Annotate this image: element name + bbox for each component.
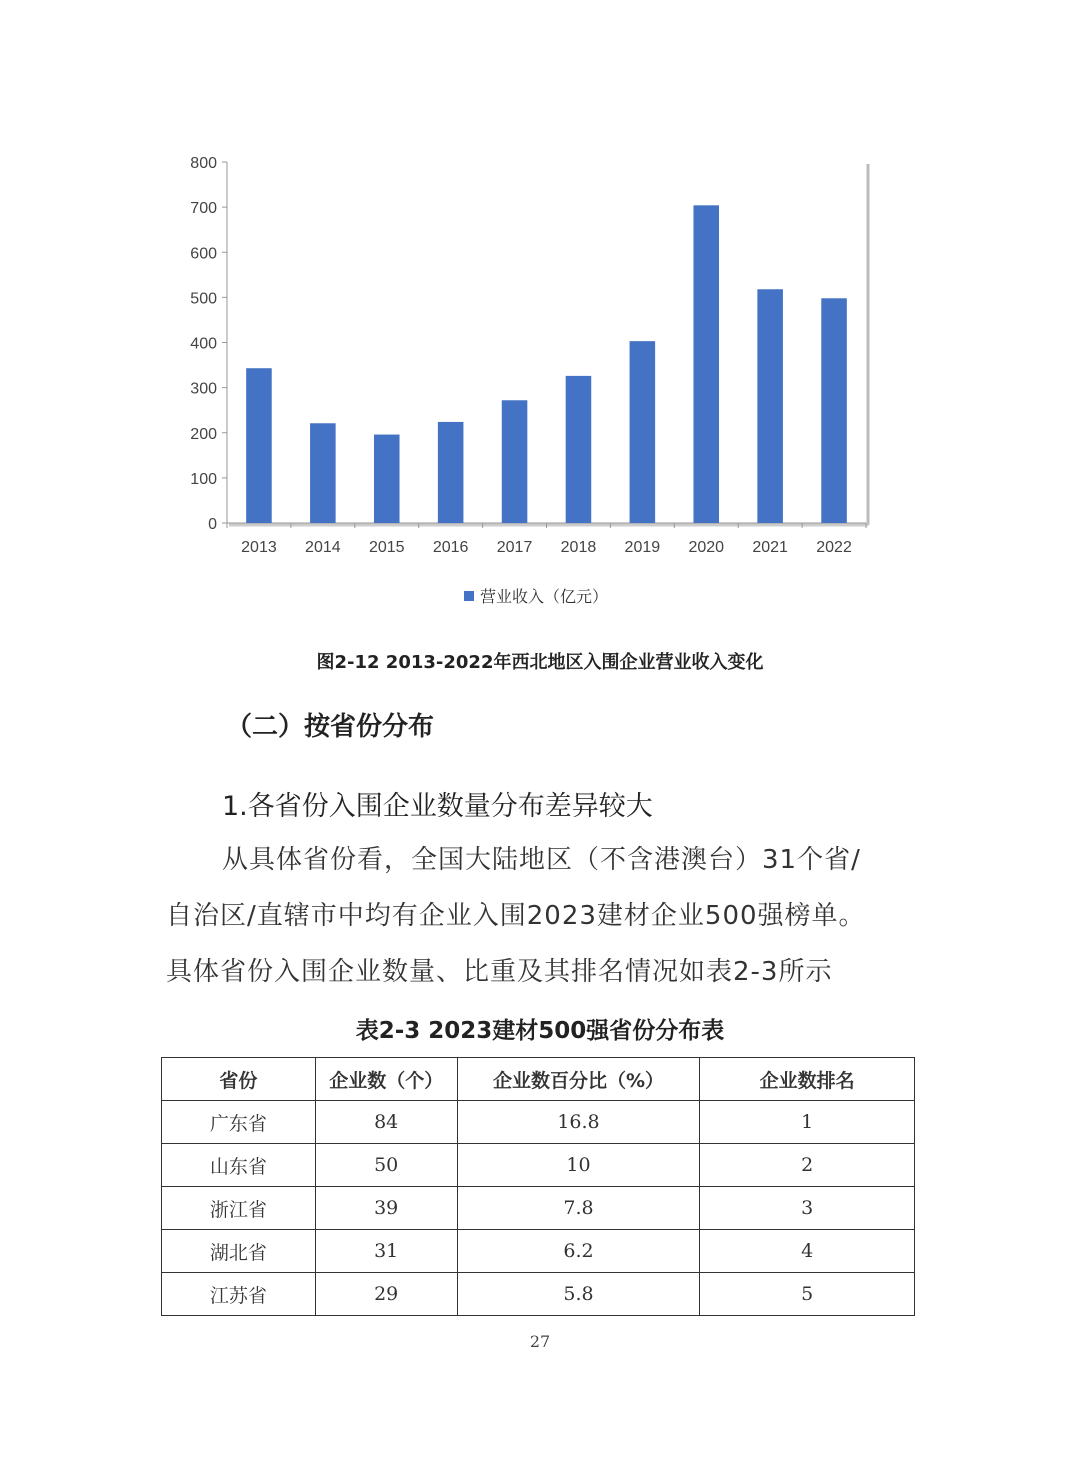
cell-province: 湖北省 xyxy=(162,1230,316,1273)
cell-rank: 1 xyxy=(700,1101,915,1144)
paragraph-line-2: 自治区/直辖市中均有企业入围2023建材企业500强榜单。 xyxy=(166,901,866,931)
table-row xyxy=(162,1230,915,1273)
bar-2019 xyxy=(630,341,656,523)
x-tick-label: 2022 xyxy=(816,539,852,556)
x-tick-label: 2019 xyxy=(624,539,661,556)
x-tick-label: 2016 xyxy=(432,539,469,556)
y-tick-label: 500 xyxy=(190,290,217,308)
y-tick-label: 0 xyxy=(208,516,217,533)
cell-province: 广东省 xyxy=(162,1101,316,1144)
y-tick-label: 700 xyxy=(190,200,217,218)
y-tick-label: 400 xyxy=(190,335,217,353)
chart-svg xyxy=(160,140,880,635)
cell-count: 84 xyxy=(315,1101,457,1144)
cell-rank: 5 xyxy=(700,1273,915,1316)
body-paragraph xyxy=(166,832,926,1000)
header-count: 企业数（个） xyxy=(315,1058,457,1101)
bar-2016 xyxy=(438,422,464,523)
cell-count: 31 xyxy=(315,1230,457,1273)
cell-rank: 2 xyxy=(700,1144,915,1187)
x-tick-label: 2020 xyxy=(688,539,725,556)
legend-label: 营业收入（亿元） xyxy=(480,587,609,606)
bar-2013 xyxy=(246,368,272,523)
page-number: 27 xyxy=(529,1332,551,1351)
paragraph-line-1: 从具体省份看，全国大陆地区（不含港澳台）31个省/ xyxy=(222,845,861,875)
header-percent: 企业数百分比（%） xyxy=(457,1058,700,1101)
cell-percent: 7.8 xyxy=(457,1187,700,1230)
paragraph-line-3: 具体省份入围企业数量、比重及其排名情况如表2-3所示 xyxy=(166,957,833,987)
table-row xyxy=(162,1101,915,1144)
legend-swatch xyxy=(464,591,474,601)
header-province: 省份 xyxy=(162,1058,316,1101)
x-tick-label: 2018 xyxy=(560,539,597,556)
y-tick-label: 600 xyxy=(190,245,217,263)
figure-caption: 图2-12 2013-2022年西北地区入围企业营业收入变化 xyxy=(316,652,764,673)
x-tick-label: 2013 xyxy=(241,539,277,556)
y-tick-label: 200 xyxy=(190,425,217,443)
cell-count: 39 xyxy=(315,1187,457,1230)
cell-count: 50 xyxy=(315,1144,457,1187)
y-tick-label: 300 xyxy=(190,380,217,398)
y-tick-label: 800 xyxy=(190,155,217,172)
table-header-row xyxy=(162,1058,915,1101)
cell-province: 江苏省 xyxy=(162,1273,316,1316)
x-tick-label: 2014 xyxy=(305,539,341,556)
table-row xyxy=(162,1144,915,1187)
bar-2021 xyxy=(757,289,783,523)
cell-rank: 4 xyxy=(700,1230,915,1273)
cell-rank: 3 xyxy=(700,1187,915,1230)
cell-province: 浙江省 xyxy=(162,1187,316,1230)
x-tick-label: 2021 xyxy=(752,539,788,556)
table-caption: 表2-3 2023建材500强省份分布表 xyxy=(355,1018,725,1044)
bar-2020 xyxy=(693,205,719,523)
cell-province: 山东省 xyxy=(162,1144,316,1187)
bar-2015 xyxy=(374,435,400,523)
cell-percent: 6.2 xyxy=(457,1230,700,1273)
y-tick-label: 100 xyxy=(190,470,217,488)
bar-2022 xyxy=(821,298,847,523)
table-row xyxy=(162,1273,915,1316)
bar-2018 xyxy=(566,376,592,523)
section-title: （二）按省份分布 xyxy=(226,712,435,742)
x-tick-label: 2015 xyxy=(368,539,405,556)
bar-2014 xyxy=(310,423,336,523)
header-rank: 企业数排名 xyxy=(700,1058,915,1101)
province-distribution-table xyxy=(161,1057,915,1316)
bar-2017 xyxy=(502,400,528,523)
table-row xyxy=(162,1187,915,1230)
x-tick-label: 2017 xyxy=(496,539,533,556)
cell-percent: 16.8 xyxy=(457,1101,700,1144)
cell-count: 29 xyxy=(315,1273,457,1316)
cell-percent: 10 xyxy=(457,1144,700,1187)
cell-percent: 5.8 xyxy=(457,1273,700,1316)
subsection-title: 1.各省份入围企业数量分布差异较大 xyxy=(222,791,653,822)
revenue-bar-chart xyxy=(160,140,880,635)
